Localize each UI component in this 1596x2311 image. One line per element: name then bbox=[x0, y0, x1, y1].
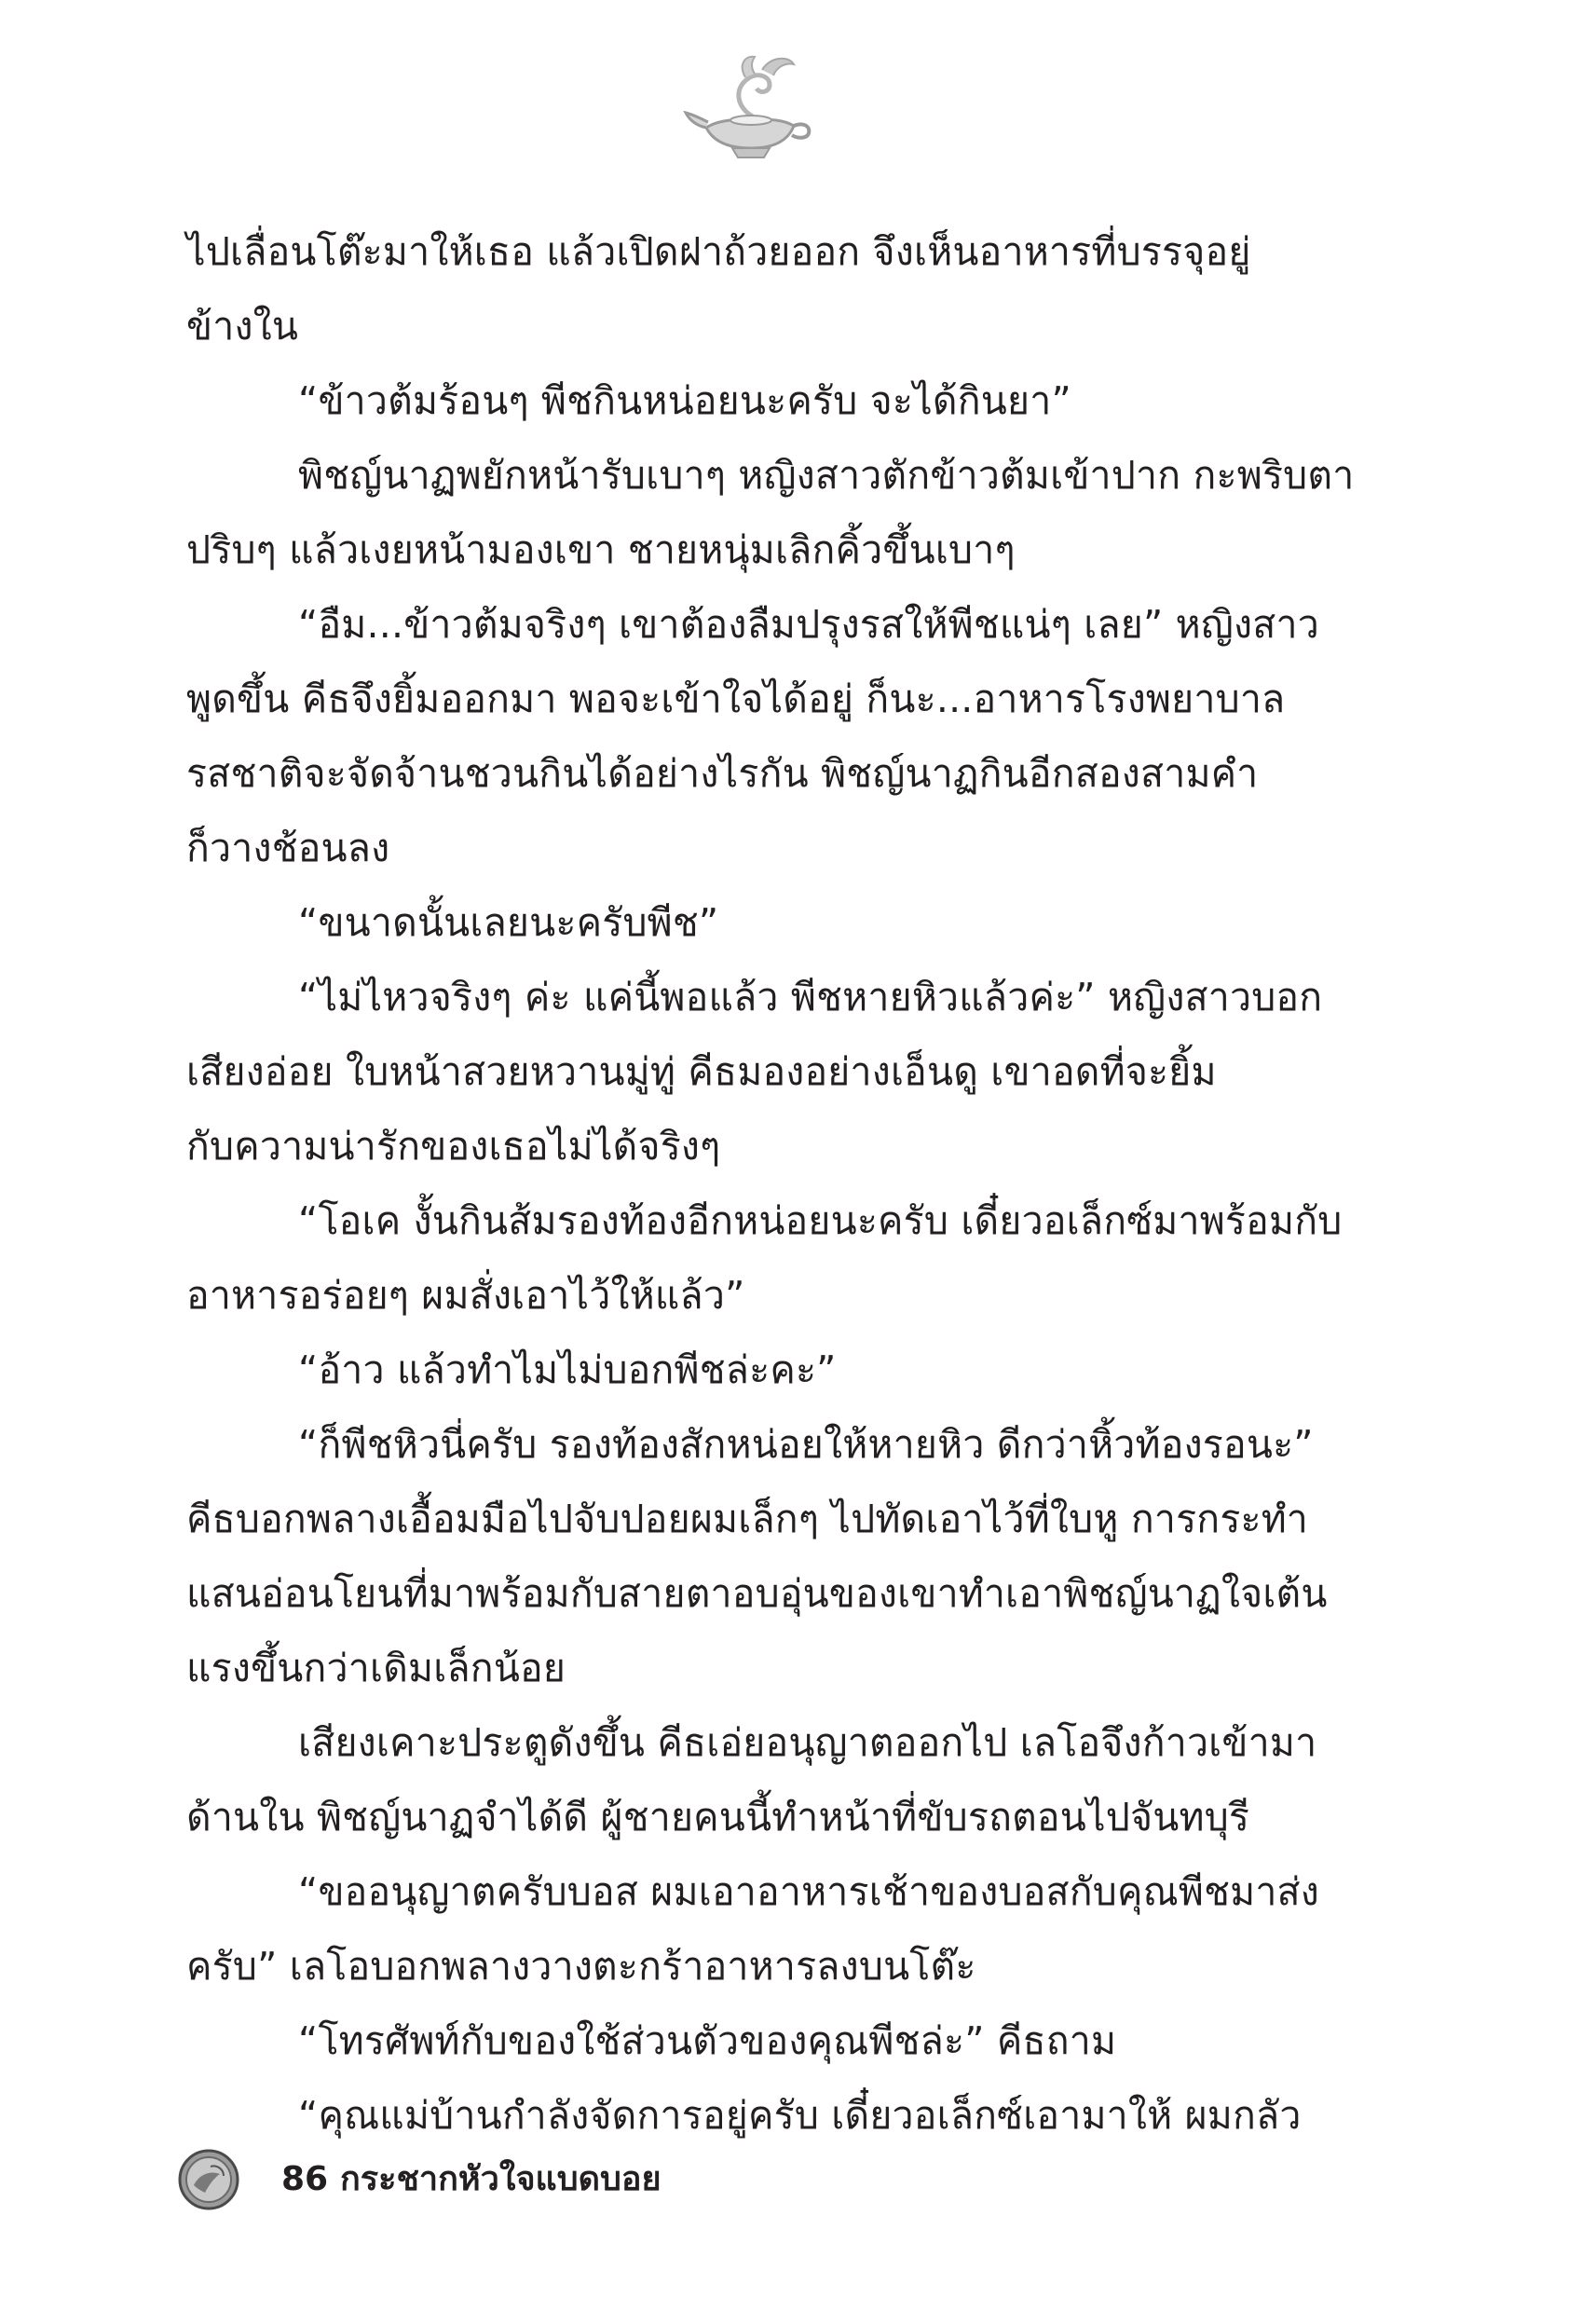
book-title: กระชากหัวใจแบดบอย bbox=[340, 2160, 662, 2198]
text-line: ไปเลื่อนโต๊ะมาให้เธอ แล้วเปิดฝาถ้วยออก จึงเห็นอาหารที่บรรจุอยู่ bbox=[186, 229, 1251, 274]
text-line: “อ้าว แล้วทำไมไม่บอกพีชล่ะคะ” bbox=[298, 1347, 837, 1392]
text-line: คีธบอกพลางเอื้อมมือไปจับปอยผมเล็กๆ ไปทัดเอาไว้ที่ใบหู การกระทำ bbox=[186, 1497, 1309, 1541]
text-line: พิชญ์นาฏพยักหน้ารับเบาๆ หญิงสาวตักข้าวต้มเข้าปาก กะพริบตา bbox=[298, 453, 1355, 498]
text-line: “โอเค งั้นกินส้มรองท้องอีกหน่อยนะครับ เดี๋ยวอเล็กซ์มาพร้อมกับ bbox=[298, 1198, 1343, 1243]
body-text bbox=[186, 214, 1355, 2162]
text-line: “ขนาดนั้นเลยนะครับพีช” bbox=[298, 900, 719, 945]
text-line: ข้างใน bbox=[186, 304, 299, 349]
text-line: ก็วางช้อนลง bbox=[186, 826, 390, 870]
text-line: “ไม่ไหวจริงๆ ค่ะ แค่นี้พอแล้ว พีชหายหิวแล้วค่ะ” หญิงสาวบอก bbox=[298, 975, 1323, 1019]
text-line: แรงขึ้นกว่าเดิมเล็กน้อย bbox=[186, 1646, 566, 1690]
text-line: รสชาติจะจัดจ้านชวนกินได้อย่างไรกัน พิชญ์นาฏกินอีกสองสามคำ bbox=[186, 751, 1259, 796]
text-line: ครับ” เลโอบอกพลางวางตะกร้าอาหารลงบนโต๊ะ bbox=[186, 1944, 976, 1989]
text-line: “ข้าวต้มร้อนๆ พีชกินหน่อยนะครับ จะได้กินยา” bbox=[298, 378, 1071, 423]
text-line: อาหารอร่อยๆ ผมสั่งเอาไว้ให้แล้ว” bbox=[186, 1273, 745, 1318]
text-line: เสียงอ่อย ใบหน้าสวยหวานมู่ทู่ คีธมองอย่างเอ็นดู เขาอดที่จะยิ้ม bbox=[186, 1049, 1217, 1094]
genie-lamp-icon bbox=[680, 51, 820, 163]
text-line: “อืม...ข้าวต้มจริงๆ เขาต้องลืมปรุงรสให้พีชแน่ๆ เลย” หญิงสาว bbox=[298, 602, 1319, 647]
text-line: ปริบๆ แล้วเงยหน้ามองเขา ชายหนุ่มเลิกคิ้วขึ้นเบาๆ bbox=[186, 527, 1016, 572]
text-line: “โทรศัพท์กับของใช้ส่วนตัวของคุณพีชล่ะ” คีธถาม bbox=[298, 2018, 1117, 2063]
page-number: 86 bbox=[281, 2160, 329, 2198]
text-line: เสียงเคาะประตูดังขึ้น คีธเอ่ยอนุญาตออกไป เลโอจึงก้าวเข้ามา bbox=[298, 1720, 1317, 1765]
text-line: พูดขึ้น คีธจึงยิ้มออกมา พอจะเข้าใจได้อยู่ ก็นะ...อาหารโรงพยาบาล bbox=[186, 677, 1286, 721]
round-emblem-icon bbox=[177, 2148, 240, 2211]
text-line: แสนอ่อนโยนที่มาพร้อมกับสายตาอบอุ่นของเขาทำเอาพิชญ์นาฏใจเต้น bbox=[186, 1571, 1328, 1616]
text-line: “คุณแม่บ้านกำลังจัดการอยู่ครับ เดี๋ยวอเล็กซ์เอามาให้ ผมกลัว bbox=[298, 2093, 1302, 2138]
text-line: “ก็พีชหิวนี่ครับ รองท้องสักหน่อยให้หายหิว ดีกว่าหิ้วท้องรอนะ” bbox=[298, 1422, 1314, 1467]
text-line: ด้านใน พิชญ์นาฏจำได้ดี ผู้ชายคนนี้ทำหน้าที่ขับรถตอนไปจันทบุรี bbox=[186, 1795, 1250, 1839]
text-line: กับความน่ารักของเธอไม่ได้จริงๆ bbox=[186, 1124, 721, 1169]
page-footer bbox=[177, 2148, 922, 2222]
text-line: “ขออนุญาตครับบอส ผมเอาอาหารเช้าของบอสกับคุณพีชมาส่ง bbox=[298, 1869, 1320, 1914]
